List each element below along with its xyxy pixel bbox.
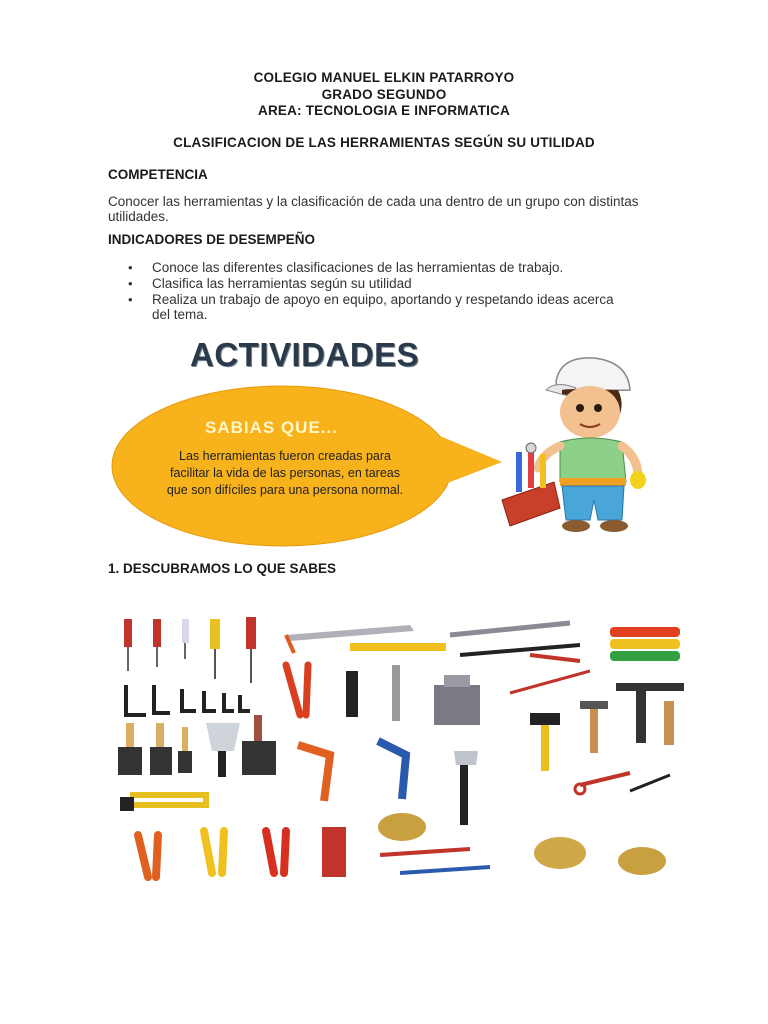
handyman-illustration [498, 350, 648, 540]
school-name: COLEGIO MANUEL ELKIN PATARROYO [253, 70, 515, 85]
competencia-heading: COMPETENCIA [108, 167, 208, 182]
indicadores-list [108, 260, 628, 323]
grade-label: GRADO SEGUNDO [321, 87, 447, 102]
area-label: AREA: TECNOLOGIA E INFORMATICA [258, 103, 510, 118]
indicadores-heading: INDICADORES DE DESEMPEÑO [108, 232, 316, 247]
list-item: • Clasifica las herramientas según su utilidad [108, 276, 628, 291]
tools-collage-image [110, 605, 700, 895]
document-title: CLASIFICACION DE LAS HERRAMIENTAS SEGÚN SU UTILIDAD [173, 135, 595, 150]
section-1-heading: 1. DESCUBRAMOS LO QUE SABES [108, 561, 337, 576]
actividades-title: ACTIVIDADES [190, 336, 420, 373]
list-item: • Conoce las diferentes clasificaciones de las herramientas de trabajo. [108, 260, 628, 275]
list-item: • Realiza un trabajo de apoyo en equipo, aportando y respetando ideas acerca del tema. [108, 292, 628, 322]
sabias-que-title: SABIAS QUE... [205, 418, 338, 437]
sabias-que-text: Las herramientas fueron creadas para facilitar la vida de las personas, en tareas que son difíciles para una persona normal. [166, 449, 404, 497]
competencia-text: Conocer las herramientas y la clasificación de cada una dentro de un grupo con distintas utilidades. [108, 194, 639, 224]
